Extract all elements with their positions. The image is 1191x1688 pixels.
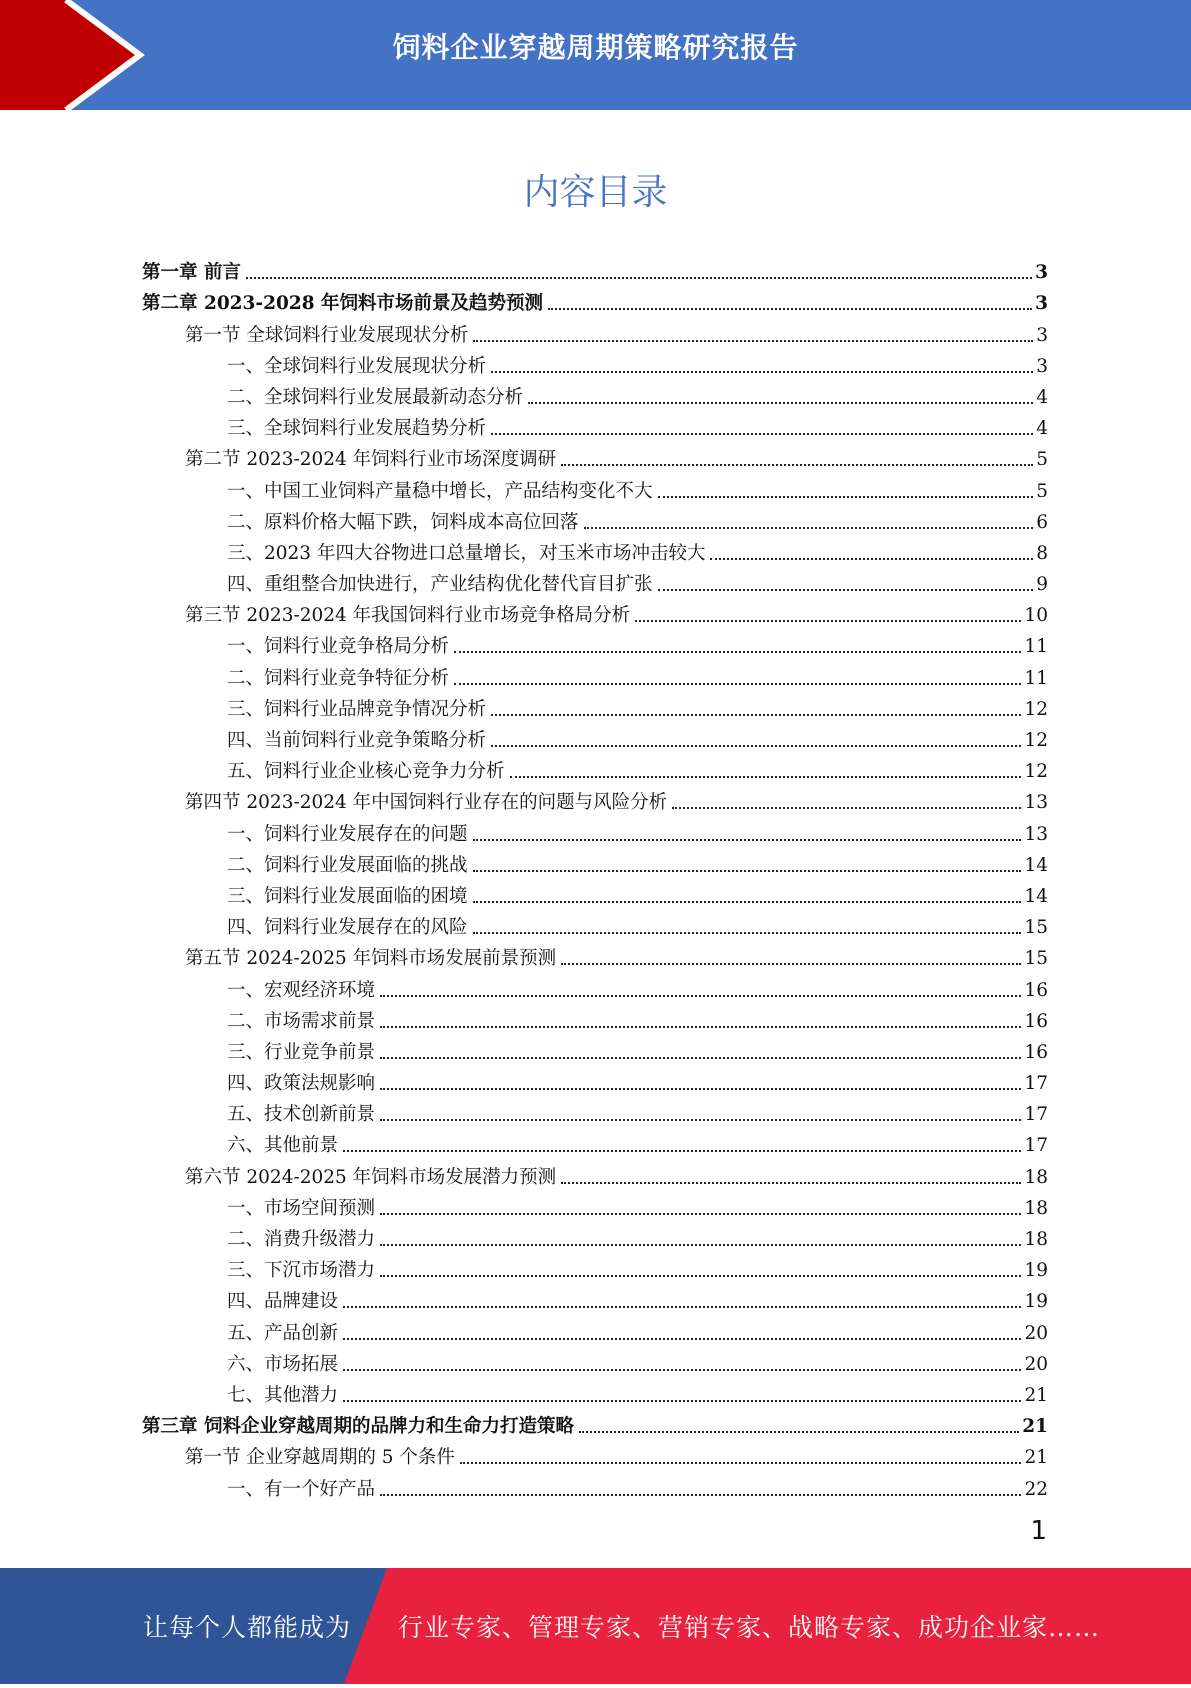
toc-entry-title: 五、饲料行业企业核心竞争力分析	[227, 761, 505, 783]
toc-dot-leader	[579, 1430, 1019, 1433]
toc-entry[interactable]	[142, 535, 1048, 566]
toc-entry[interactable]	[142, 285, 1048, 316]
toc-dot-leader	[491, 744, 1021, 747]
toc-dot-leader	[548, 307, 1032, 310]
toc-entry-page: 3	[1035, 262, 1048, 284]
toc-dot-leader	[343, 1149, 1021, 1152]
toc-entry-page: 13	[1024, 823, 1048, 845]
toc-entry-page: 19	[1024, 1291, 1048, 1313]
toc-entry[interactable]	[142, 691, 1048, 722]
toc-entry[interactable]	[142, 316, 1048, 347]
toc-dot-leader	[561, 463, 1033, 466]
toc-entry[interactable]	[142, 1158, 1048, 1189]
toc-entry-title: 三、行业竞争前景	[227, 1041, 376, 1063]
toc-entry-title: 一、市场空间预测	[227, 1197, 376, 1219]
toc-entry-page: 16	[1024, 979, 1048, 1001]
toc-entry-page: 21	[1022, 1416, 1048, 1438]
toc-entry-title: 第四节 2023-2024 年中国饲料行业存在的问题与风险分析	[185, 792, 668, 814]
toc-entry[interactable]	[142, 566, 1048, 597]
toc-entry-page: 16	[1024, 1041, 1048, 1063]
table-of-contents	[142, 254, 1048, 1502]
toc-entry-page: 12	[1024, 698, 1048, 720]
toc-entry-title: 一、宏观经济环境	[227, 979, 376, 1001]
toc-dot-leader	[380, 1274, 1021, 1277]
toc-entry-title: 五、产品创新	[227, 1322, 339, 1344]
toc-dot-leader	[528, 401, 1033, 404]
toc-entry[interactable]	[142, 1314, 1048, 1345]
toc-entry[interactable]	[142, 940, 1048, 971]
toc-entry-title: 三、下沉市场潜力	[227, 1260, 376, 1282]
toc-entry[interactable]	[142, 1003, 1048, 1034]
toc-entry-page: 14	[1024, 885, 1048, 907]
toc-entry-title: 五、技术创新前景	[227, 1104, 376, 1126]
toc-entry-title: 四、重组整合加快进行，产业结构优化替代盲目扩张	[227, 574, 653, 596]
toc-dot-leader	[584, 526, 1034, 529]
toc-entry-page: 3	[1035, 293, 1048, 315]
toc-entry[interactable]	[142, 1127, 1048, 1158]
toc-entry-page: 10	[1024, 605, 1048, 627]
toc-entry-title: 第一节 全球饲料行业发展现状分析	[185, 324, 469, 346]
toc-dot-leader	[491, 432, 1033, 435]
toc-entry-page: 4	[1036, 418, 1048, 440]
toc-entry[interactable]	[142, 441, 1048, 472]
toc-entry-page: 13	[1024, 792, 1048, 814]
toc-dot-leader	[491, 713, 1021, 716]
toc-entry[interactable]	[142, 410, 1048, 441]
toc-entry-page: 22	[1024, 1478, 1048, 1500]
toc-entry-title: 四、品牌建设	[227, 1291, 339, 1313]
toc-dot-leader	[710, 557, 1033, 560]
toc-entry-title: 三、全球饲料行业发展趋势分析	[227, 418, 487, 440]
toc-entry-title: 二、消费升级潜力	[227, 1229, 376, 1250]
toc-entry-page: 15	[1024, 917, 1048, 939]
toc-entry[interactable]	[142, 597, 1048, 628]
toc-entry-title: 第六节 2024-2025 年饲料市场发展潜力预测	[185, 1166, 557, 1188]
toc-entry[interactable]	[142, 1034, 1048, 1065]
toc-entry-title: 六、市场拓展	[227, 1353, 339, 1375]
toc-entry-page: 18	[1024, 1197, 1048, 1219]
toc-entry-title: 一、全球饲料行业发展现状分析	[227, 355, 487, 377]
toc-entry-page: 11	[1024, 636, 1048, 658]
toc-entry-page: 11	[1024, 667, 1048, 689]
toc-dot-leader	[672, 806, 1021, 809]
toc-entry[interactable]	[142, 971, 1048, 1002]
toc-entry-page: 12	[1024, 730, 1048, 751]
toc-entry-page: 18	[1024, 1166, 1048, 1188]
toc-entry-page: 8	[1036, 542, 1048, 564]
toc-entry[interactable]	[142, 504, 1048, 535]
footer-slogan-left: 让每个人都能成为	[143, 1613, 352, 1642]
toc-heading: 内容目录	[523, 172, 668, 213]
toc-entry-title: 第三章 饲料企业穿越周期的品牌力和生命力打造策略	[142, 1416, 574, 1438]
toc-entry-title: 七、其他潜力	[227, 1384, 339, 1406]
toc-dot-leader	[343, 1305, 1021, 1308]
toc-entry-page: 9	[1036, 574, 1048, 596]
toc-entry[interactable]	[142, 1283, 1048, 1314]
toc-entry-page: 3	[1036, 355, 1048, 377]
toc-entry-title: 四、当前饲料行业竞争策略分析	[227, 730, 487, 751]
toc-entry[interactable]	[142, 909, 1048, 940]
toc-entry-page: 19	[1024, 1260, 1048, 1282]
toc-dot-leader	[380, 1243, 1021, 1246]
toc-entry-page: 21	[1024, 1384, 1048, 1406]
toc-dot-leader	[380, 1212, 1021, 1215]
toc-dot-leader	[473, 339, 1033, 342]
toc-entry[interactable]	[142, 1470, 1048, 1501]
toc-entry[interactable]	[142, 1346, 1048, 1377]
toc-entry[interactable]	[142, 1408, 1048, 1439]
toc-dot-leader	[635, 619, 1021, 622]
footer-slogan-right: 行业专家、管理专家、营销专家、战略专家、成功企业家……	[398, 1613, 1101, 1642]
toc-entry-title: 第一节 企业穿越周期的 5 个条件	[185, 1447, 455, 1469]
toc-dot-leader	[473, 838, 1022, 841]
page-footer	[0, 1568, 1191, 1684]
toc-dot-leader	[473, 931, 1022, 934]
toc-entry[interactable]	[142, 1190, 1048, 1221]
toc-dot-leader	[343, 1399, 1021, 1402]
toc-dot-leader	[380, 1025, 1021, 1028]
toc-entry-page: 6	[1036, 511, 1048, 533]
toc-entry[interactable]	[142, 379, 1048, 410]
toc-entry-page: 3	[1036, 324, 1048, 346]
toc-entry-page: 18	[1024, 1229, 1048, 1250]
toc-dot-leader	[454, 650, 1021, 653]
toc-dot-leader	[510, 775, 1022, 778]
page-number: 1	[1030, 1516, 1047, 1546]
toc-entry-title: 三、饲料行业品牌竞争情况分析	[227, 698, 487, 720]
toc-dot-leader	[380, 1493, 1021, 1496]
toc-entry[interactable]	[142, 628, 1048, 659]
toc-dot-leader	[380, 1056, 1021, 1059]
toc-dot-leader	[561, 962, 1021, 965]
toc-dot-leader	[380, 1087, 1021, 1090]
toc-entry[interactable]	[142, 1439, 1048, 1470]
toc-entry-page: 17	[1024, 1135, 1048, 1157]
toc-entry-title: 一、有一个好产品	[227, 1478, 376, 1500]
toc-entry-title: 四、政策法规影响	[227, 1073, 376, 1095]
toc-dot-leader	[491, 370, 1033, 373]
toc-entry-page: 20	[1024, 1322, 1048, 1344]
toc-dot-leader	[460, 1461, 1022, 1464]
toc-entry[interactable]	[142, 753, 1048, 784]
toc-entry-page: 16	[1024, 1010, 1048, 1032]
toc-entry-page: 15	[1024, 948, 1048, 970]
toc-entry-title: 一、中国工业饲料产量稳中增长，产品结构变化不大	[227, 480, 653, 502]
toc-entry[interactable]	[142, 1252, 1048, 1283]
report-title: 饲料企业穿越周期策略研究报告	[392, 31, 799, 64]
toc-entry-page: 4	[1036, 386, 1048, 408]
toc-entry-title: 二、饲料行业竞争特征分析	[227, 667, 450, 689]
toc-entry[interactable]	[142, 659, 1048, 690]
toc-entry[interactable]	[142, 784, 1048, 815]
toc-entry[interactable]	[142, 1221, 1048, 1252]
toc-entry-title: 二、原料价格大幅下跌，饲料成本高位回落	[227, 511, 579, 533]
toc-entry-title: 第三节 2023-2024 年我国饲料行业市场竞争格局分析	[185, 605, 631, 627]
toc-dot-leader	[343, 1337, 1021, 1340]
toc-entry-title: 一、饲料行业发展存在的问题	[227, 823, 468, 845]
toc-entry-title: 三、2023 年四大谷物进口总量增长，对玉米市场冲击较大	[227, 542, 706, 564]
toc-entry-title: 四、饲料行业发展存在的风险	[227, 917, 468, 939]
toc-entry-title: 六、其他前景	[227, 1135, 339, 1157]
toc-dot-leader	[380, 994, 1021, 997]
toc-entry[interactable]	[142, 878, 1048, 909]
toc-entry-title: 第二章 2023-2028 年饲料市场前景及趋势预测	[142, 293, 544, 315]
toc-entry-page: 17	[1024, 1104, 1048, 1126]
toc-entry[interactable]	[142, 1096, 1048, 1127]
toc-entry[interactable]	[142, 472, 1048, 503]
toc-dot-leader	[561, 1181, 1021, 1184]
toc-entry-page: 5	[1036, 449, 1048, 471]
toc-entry-title: 一、饲料行业竞争格局分析	[227, 636, 450, 658]
toc-entry[interactable]	[142, 815, 1048, 846]
toc-entry-title: 第二节 2023-2024 年饲料行业市场深度调研	[185, 449, 557, 471]
toc-entry-page: 17	[1024, 1073, 1048, 1095]
toc-entry[interactable]	[142, 1065, 1048, 1096]
toc-entry-page: 21	[1024, 1447, 1048, 1469]
toc-dot-leader	[246, 276, 1032, 279]
toc-entry[interactable]	[142, 847, 1048, 878]
toc-dot-leader	[473, 869, 1022, 872]
toc-dot-leader	[343, 1368, 1021, 1371]
toc-dot-leader	[658, 588, 1034, 591]
toc-entry-title: 二、饲料行业发展面临的挑战	[227, 854, 468, 876]
toc-entry-page: 12	[1024, 761, 1048, 783]
toc-entry-page: 5	[1036, 480, 1048, 502]
toc-dot-leader	[473, 900, 1022, 903]
toc-entry[interactable]	[142, 254, 1048, 285]
toc-entry-title: 三、饲料行业发展面临的困境	[227, 885, 468, 907]
toc-dot-leader	[658, 495, 1034, 498]
toc-entry[interactable]	[142, 1377, 1048, 1408]
toc-entry[interactable]	[142, 722, 1048, 753]
toc-entry[interactable]	[142, 348, 1048, 379]
toc-dot-leader	[380, 1118, 1021, 1121]
page-header	[0, 0, 1191, 110]
toc-entry-title: 第一章 前言	[142, 262, 241, 284]
toc-entry-page: 14	[1024, 854, 1048, 876]
toc-entry-page: 20	[1024, 1353, 1048, 1375]
toc-entry-title: 第五节 2024-2025 年饲料市场发展前景预测	[185, 948, 557, 970]
toc-entry-title: 二、市场需求前景	[227, 1010, 376, 1032]
toc-entry-title: 二、全球饲料行业发展最新动态分析	[227, 386, 524, 408]
toc-dot-leader	[454, 682, 1021, 685]
